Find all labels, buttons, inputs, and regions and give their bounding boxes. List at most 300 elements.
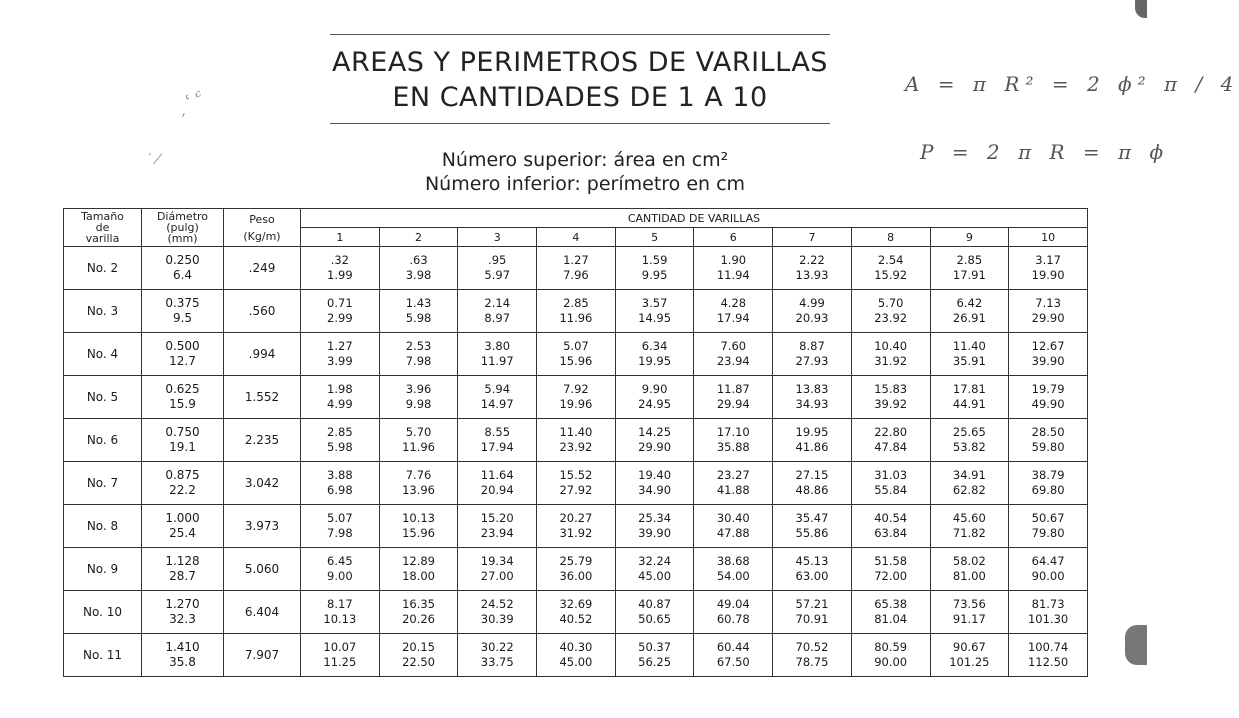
header-quantity-9: 9 (930, 228, 1009, 247)
quantity-cell (615, 591, 694, 634)
quantity-cell (773, 290, 852, 333)
area-value: 3.80 (484, 339, 511, 353)
quantity-cell (537, 419, 616, 462)
title-line-2: EN CANTIDADES DE 1 A 10 (392, 82, 768, 113)
quantity-cell (773, 462, 852, 505)
area-value: 17.10 (716, 425, 750, 439)
area-value: 5.70 (877, 296, 904, 310)
quantity-cell (301, 548, 380, 591)
area-value: 1.27 (327, 339, 353, 353)
quantity-cell (615, 634, 694, 677)
quantity-cell (537, 290, 616, 333)
perimeter-value: 45.00 (638, 569, 672, 583)
bar-size: No. 9 (64, 548, 142, 591)
quantity-cell (379, 462, 458, 505)
table-row (64, 333, 1088, 376)
header-size-line-2: de (95, 221, 110, 234)
subtitle-line-2: Número inferior: perímetro en cm (424, 173, 746, 195)
bar-diameter (142, 247, 224, 290)
table-header (64, 209, 1088, 247)
table-row (64, 247, 1088, 290)
header-size-line-1: Tamaño (81, 210, 124, 223)
quantity-cell (615, 505, 694, 548)
perimeter-value: 55.84 (874, 483, 908, 497)
header-quantity-10: 10 (1009, 228, 1088, 247)
quantity-cell (537, 505, 616, 548)
perimeter-value: 63.00 (795, 569, 829, 583)
bar-diameter (142, 591, 224, 634)
perimeter-value: 40.52 (559, 612, 593, 626)
quantity-cell (851, 333, 930, 376)
area-value: 23.27 (716, 468, 750, 482)
header-weight (224, 209, 301, 247)
quantity-cell (1009, 591, 1088, 634)
perimeter-value: 10.13 (323, 612, 357, 626)
bar-size: No. 2 (64, 247, 142, 290)
area-value: 16.35 (402, 597, 435, 611)
area-value: 6.34 (641, 339, 668, 353)
perimeter-value: 11.94 (716, 268, 750, 282)
quantity-cell (301, 376, 380, 419)
area-value: 30.22 (480, 640, 514, 654)
perimeter-value: 112.50 (1027, 655, 1069, 669)
header-quantity-5: 5 (615, 228, 694, 247)
area-value: 38.79 (1031, 468, 1065, 482)
quantity-cell (615, 333, 694, 376)
perimeter-value: 14.95 (638, 311, 672, 325)
quantity-cell (773, 333, 852, 376)
quantity-cell (537, 548, 616, 591)
quantity-cell (301, 290, 380, 333)
perimeter-value: 7.98 (405, 354, 432, 368)
area-value: 6.42 (956, 296, 983, 310)
area-value: 5.07 (563, 339, 589, 353)
header-size-line-3: varilla (85, 232, 120, 245)
bar-diameter (142, 634, 224, 677)
area-value: 10.07 (323, 640, 357, 654)
quantity-cell (773, 591, 852, 634)
area-value: 27.15 (795, 468, 829, 482)
area-value: 7.92 (563, 382, 589, 396)
quantity-cell (1009, 462, 1088, 505)
area-value: 2.53 (405, 339, 432, 353)
quantity-cell (930, 419, 1009, 462)
quantity-cell (930, 591, 1009, 634)
area-value: 2.85 (956, 253, 983, 267)
area-value: 24.52 (480, 597, 514, 611)
area-value: 4.28 (720, 296, 747, 310)
quantity-cell (301, 462, 380, 505)
area-value: 65.38 (874, 597, 908, 611)
quantity-cell (1009, 419, 1088, 462)
quantity-cell (773, 376, 852, 419)
area-value: .63 (409, 253, 428, 267)
header-quantity-2: 2 (379, 228, 458, 247)
area-value: 5.94 (484, 382, 511, 396)
quantity-cell (458, 591, 537, 634)
area-value: 32.69 (559, 597, 593, 611)
perimeter-value: 19.95 (638, 354, 672, 368)
perimeter-value: 60.78 (716, 612, 750, 626)
quantity-cell (537, 376, 616, 419)
area-value: 25.65 (952, 425, 986, 439)
margin-scribble-2: ˙ ⁄ (145, 152, 159, 168)
diameter-inches: 0.500 (165, 339, 200, 353)
table-row (64, 505, 1088, 548)
title-block (330, 34, 830, 124)
quantity-cell (694, 548, 773, 591)
quantity-cell (1009, 247, 1088, 290)
perimeter-value: 44.91 (952, 397, 986, 411)
table-row (64, 634, 1088, 677)
area-value: 15.83 (874, 382, 908, 396)
perimeter-value: 29.90 (638, 440, 672, 454)
bar-size: No. 7 (64, 462, 142, 505)
header-diameter-line-2: (pulg) (166, 221, 199, 234)
perimeter-value: 29.90 (1031, 311, 1065, 325)
table-row (64, 376, 1088, 419)
perimeter-value: 17.94 (716, 311, 750, 325)
bar-diameter (142, 462, 224, 505)
header-size (64, 209, 142, 247)
area-value: 13.83 (795, 382, 829, 396)
quantity-cell (458, 634, 537, 677)
quantity-cell (694, 376, 773, 419)
perimeter-value: 63.84 (874, 526, 908, 540)
perimeter-value: 34.93 (795, 397, 829, 411)
perimeter-value: 2.99 (327, 311, 353, 325)
quantity-cell (694, 333, 773, 376)
header-weight-line-2: (Kg/m) (243, 229, 281, 243)
quantity-cell (458, 462, 537, 505)
bar-weight: 1.552 (224, 376, 301, 419)
perimeter-value: 9.95 (641, 268, 668, 282)
area-value: 10.40 (874, 339, 908, 353)
quantity-cell (930, 548, 1009, 591)
quantity-cell (851, 290, 930, 333)
quantity-cell (694, 505, 773, 548)
quantity-cell (1009, 290, 1088, 333)
diameter-inches: 1.270 (165, 597, 200, 611)
header-diameter (142, 209, 224, 247)
area-value: 73.56 (952, 597, 986, 611)
quantity-cell (773, 505, 852, 548)
quantity-cell (615, 462, 694, 505)
quantity-cell (615, 376, 694, 419)
area-value: 8.87 (799, 339, 825, 353)
perimeter-value: 49.90 (1031, 397, 1065, 411)
perimeter-value: 3.99 (327, 354, 353, 368)
quantity-cell (379, 290, 458, 333)
area-value: 31.03 (874, 468, 908, 482)
area-value: 8.55 (484, 425, 511, 439)
bar-weight: 6.404 (224, 591, 301, 634)
quantity-cell (301, 333, 380, 376)
diameter-inches: 0.875 (165, 468, 200, 482)
area-value: 12.89 (402, 554, 435, 568)
perimeter-value: 26.91 (952, 311, 986, 325)
quantity-cell (851, 634, 930, 677)
bar-diameter (142, 290, 224, 333)
header-quantity-4: 4 (537, 228, 616, 247)
bar-weight: 7.907 (224, 634, 301, 677)
area-value: 5.07 (327, 511, 353, 525)
quantity-cell (773, 247, 852, 290)
area-value: 40.30 (559, 640, 593, 654)
diameter-mm: 28.7 (169, 569, 196, 583)
area-value: 25.79 (559, 554, 593, 568)
bar-size: No. 4 (64, 333, 142, 376)
perimeter-value: 27.93 (795, 354, 829, 368)
diameter-mm: 15.9 (169, 397, 196, 411)
perimeter-value: 34.90 (638, 483, 672, 497)
bar-diameter (142, 548, 224, 591)
perimeter-value: 11.96 (402, 440, 435, 454)
area-value: 40.54 (874, 511, 908, 525)
perimeter-value: 79.80 (1031, 526, 1065, 540)
perimeter-value: 47.88 (716, 526, 750, 540)
header-weight-line-1: Peso (249, 212, 275, 226)
bar-weight: 3.973 (224, 505, 301, 548)
title-bottom-rule (330, 123, 830, 124)
bar-weight: .994 (224, 333, 301, 376)
perimeter-value: 14.97 (480, 397, 514, 411)
perimeter-value: 3.98 (405, 268, 432, 282)
perimeter-value: 50.65 (638, 612, 672, 626)
perimeter-value: 91.17 (952, 612, 986, 626)
area-value: 34.91 (952, 468, 986, 482)
area-value: 51.58 (874, 554, 908, 568)
perimeter-value: 69.80 (1031, 483, 1065, 497)
quantity-cell (615, 548, 694, 591)
area-value: 19.79 (1031, 382, 1065, 396)
perimeter-value: 39.90 (1031, 354, 1065, 368)
perimeter-value: 4.99 (327, 397, 353, 411)
quantity-cell (458, 333, 537, 376)
bar-size: No. 10 (64, 591, 142, 634)
table-row (64, 591, 1088, 634)
area-value: .32 (330, 253, 349, 267)
area-value: 7.76 (405, 468, 432, 482)
area-value: 1.27 (563, 253, 589, 267)
area-value: 58.02 (952, 554, 986, 568)
area-value: 8.17 (327, 597, 353, 611)
quantity-cell (851, 505, 930, 548)
area-value: 50.37 (638, 640, 672, 654)
header-quantity-group: CANTIDAD DE VARILLAS (301, 209, 1088, 228)
bar-weight: .560 (224, 290, 301, 333)
area-value: 19.95 (795, 425, 829, 439)
perimeter-value: 20.94 (480, 483, 514, 497)
table-body (64, 247, 1088, 677)
perimeter-value: 101.25 (949, 655, 990, 669)
area-value: 30.40 (716, 511, 750, 525)
diameter-inches: 1.410 (165, 640, 200, 654)
diameter-mm: 35.8 (169, 655, 196, 669)
perimeter-value: 41.88 (716, 483, 750, 497)
perimeter-value: 7.96 (563, 268, 589, 282)
table-row (64, 290, 1088, 333)
perimeter-value: 11.96 (559, 311, 593, 325)
quantity-cell (379, 591, 458, 634)
quantity-cell (537, 634, 616, 677)
area-value: 20.27 (559, 511, 593, 525)
perimeter-value: 90.00 (874, 655, 908, 669)
diameter-inches: 0.750 (165, 425, 200, 439)
perimeter-value: 72.00 (874, 569, 908, 583)
handwritten-area-formula: A = π R² = 2 ϕ² π / 4 (905, 72, 1239, 96)
area-value: 17.81 (952, 382, 986, 396)
area-value: 57.21 (795, 597, 829, 611)
area-value: 19.40 (638, 468, 672, 482)
header-diameter-line-1: Diámetro (156, 210, 209, 223)
perimeter-value: 22.50 (402, 655, 435, 669)
quantity-cell (930, 247, 1009, 290)
area-value: 28.50 (1031, 425, 1065, 439)
area-value: 100.74 (1027, 640, 1069, 654)
perimeter-value: 41.86 (795, 440, 829, 454)
bar-diameter (142, 333, 224, 376)
quantity-cell (773, 634, 852, 677)
diameter-inches: 1.000 (165, 511, 200, 525)
area-value: 3.17 (1035, 253, 1061, 267)
diameter-mm: 19.1 (169, 440, 196, 454)
area-value: 2.22 (799, 253, 825, 267)
quantity-cell (379, 376, 458, 419)
quantity-cell (851, 419, 930, 462)
area-value: 11.87 (716, 382, 750, 396)
perimeter-value: 15.96 (402, 526, 435, 540)
quantity-cell (930, 505, 1009, 548)
area-value: 7.60 (720, 339, 747, 353)
perimeter-value: 31.92 (874, 354, 908, 368)
bar-size: No. 3 (64, 290, 142, 333)
perimeter-value: 19.96 (559, 397, 593, 411)
perimeter-value: 35.91 (952, 354, 986, 368)
area-value: 11.40 (559, 425, 593, 439)
perimeter-value: 45.00 (559, 655, 593, 669)
quantity-cell (851, 591, 930, 634)
area-value: 3.96 (405, 382, 432, 396)
diameter-mm: 6.4 (172, 268, 193, 282)
perimeter-value: 24.95 (638, 397, 672, 411)
area-value: 2.54 (877, 253, 904, 267)
perimeter-value: 18.00 (402, 569, 435, 583)
perimeter-value: 29.94 (716, 397, 750, 411)
header-diameter-line-3: (mm) (167, 232, 198, 245)
area-value: 3.57 (641, 296, 668, 310)
bar-weight: 3.042 (224, 462, 301, 505)
diameter-mm: 22.2 (169, 483, 196, 497)
area-value: 1.43 (405, 296, 432, 310)
quantity-cell (694, 462, 773, 505)
quantity-cell (458, 505, 537, 548)
quantity-cell (1009, 505, 1088, 548)
perimeter-value: 23.92 (874, 311, 908, 325)
quantity-cell (694, 290, 773, 333)
area-value: 14.25 (638, 425, 672, 439)
bar-weight: .249 (224, 247, 301, 290)
area-value: 81.73 (1031, 597, 1065, 611)
area-value: 1.90 (720, 253, 747, 267)
margin-scribble: ˏ ʿ ᶜ (171, 86, 208, 119)
area-value: 64.47 (1031, 554, 1065, 568)
perimeter-value: 90.00 (1031, 569, 1065, 583)
perimeter-value: 20.93 (795, 311, 829, 325)
area-value: 6.45 (327, 554, 353, 568)
quantity-cell (694, 247, 773, 290)
table-row (64, 462, 1088, 505)
quantity-cell (930, 634, 1009, 677)
quantity-cell (773, 548, 852, 591)
quantity-cell (851, 247, 930, 290)
quantity-cell (301, 591, 380, 634)
scan-corner-mark (1135, 0, 1147, 18)
area-value: 60.44 (716, 640, 750, 654)
quantity-cell (537, 462, 616, 505)
header-quantity-6: 6 (694, 228, 773, 247)
quantity-cell (301, 419, 380, 462)
perimeter-value: 55.86 (795, 526, 829, 540)
quantity-cell (851, 548, 930, 591)
perimeter-value: 6.98 (327, 483, 353, 497)
table-row (64, 548, 1088, 591)
perimeter-value: 11.25 (323, 655, 357, 669)
perimeter-value: 67.50 (716, 655, 750, 669)
perimeter-value: 81.04 (874, 612, 908, 626)
area-value: 5.70 (405, 425, 432, 439)
area-value: 11.64 (480, 468, 514, 482)
area-value: 49.04 (716, 597, 750, 611)
quantity-cell (851, 376, 930, 419)
handwritten-perimeter-formula: P = 2 π R = π ϕ (920, 140, 1170, 164)
quantity-cell (301, 505, 380, 548)
title-top-rule (330, 34, 830, 35)
area-value: 2.14 (484, 296, 511, 310)
perimeter-value: 13.93 (795, 268, 829, 282)
area-value: 35.47 (795, 511, 829, 525)
quantity-cell (1009, 376, 1088, 419)
perimeter-value: 36.00 (559, 569, 593, 583)
quantity-cell (458, 548, 537, 591)
perimeter-value: 27.92 (559, 483, 593, 497)
bar-size: No. 11 (64, 634, 142, 677)
header-quantity-8: 8 (851, 228, 930, 247)
perimeter-value: 20.26 (402, 612, 435, 626)
diameter-inches: 0.250 (165, 253, 200, 267)
quantity-cell (1009, 548, 1088, 591)
perimeter-value: 15.96 (559, 354, 593, 368)
diameter-mm: 32.3 (169, 612, 196, 626)
quantity-cell (615, 247, 694, 290)
area-value: 20.15 (402, 640, 435, 654)
subtitle-line-1: Número superior: área en cm² (441, 149, 729, 171)
perimeter-value: 9.98 (405, 397, 432, 411)
area-value: 70.52 (795, 640, 829, 654)
perimeter-value: 59.80 (1031, 440, 1065, 454)
quantity-cell (615, 290, 694, 333)
perimeter-value: 81.00 (952, 569, 986, 583)
area-value: 32.24 (638, 554, 672, 568)
area-value: 12.67 (1031, 339, 1065, 353)
bar-weight: 5.060 (224, 548, 301, 591)
area-value: 1.98 (327, 382, 353, 396)
area-value: 15.52 (559, 468, 593, 482)
bar-size: No. 8 (64, 505, 142, 548)
area-value: 50.67 (1031, 511, 1065, 525)
area-value: 40.87 (638, 597, 672, 611)
bar-diameter (142, 419, 224, 462)
